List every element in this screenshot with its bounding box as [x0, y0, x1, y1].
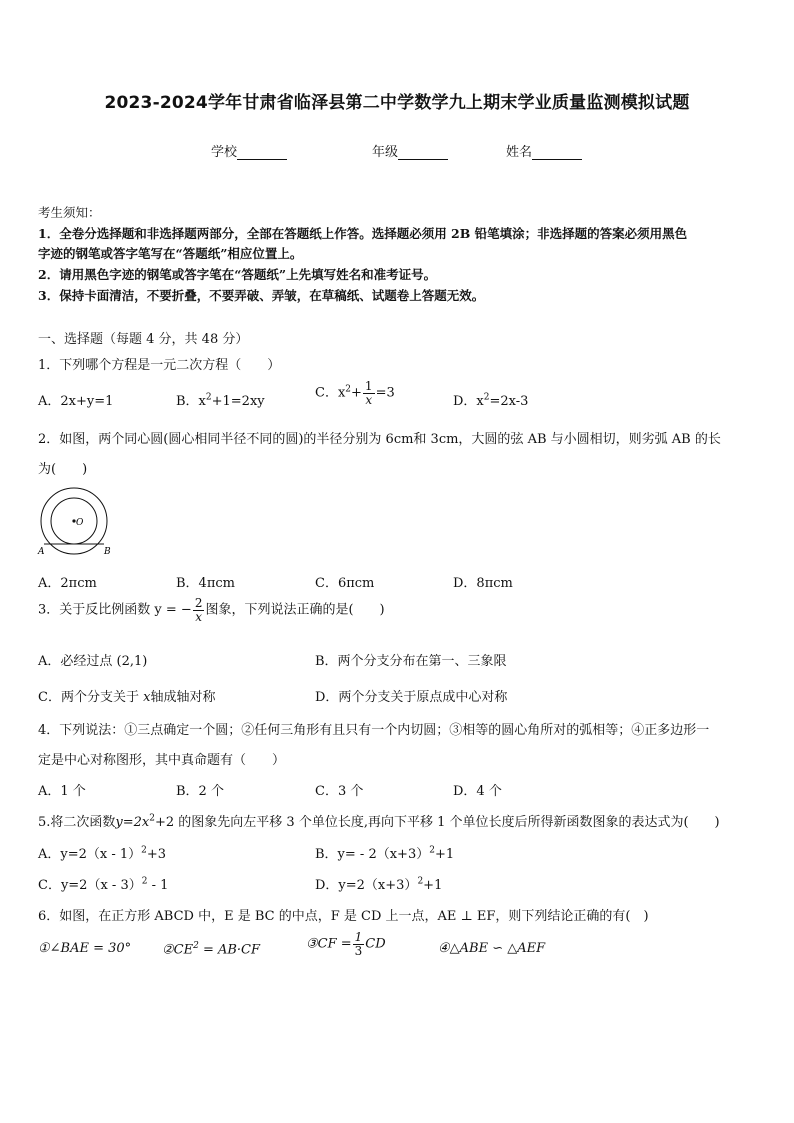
q4-option-b: B．2 个 [176, 784, 224, 799]
q3-stem [38, 597, 385, 623]
notice-line-1a: 1．全卷分选择题和非选择题两部分，全部在答题纸上作答。选择题必须用 2B 铅笔填涂；非选择题的答案必须用黑色 [38, 226, 688, 241]
notice-heading: 考生须知： [38, 205, 101, 220]
q6-o2-sup: 2 [193, 941, 199, 951]
q3-option-c [38, 686, 215, 705]
q5-d-sup: 2 [417, 876, 424, 887]
q1-c-plus: + [351, 385, 362, 401]
q5-b-sup: 2 [429, 845, 435, 856]
q1-stem: 1．下列哪个方程是一元二次方程（ ） [38, 358, 281, 373]
grade-blank [398, 146, 448, 160]
q1-option-b [176, 390, 265, 409]
q3-c-var: x [143, 690, 151, 705]
q2-option-d: D．8πcm [453, 576, 513, 591]
q6-option-3 [306, 931, 386, 957]
q6-stem: 6．如图，在正方形 ABCD 中，E 是 BC 的中点，F 是 CD 上一点，AE ⊥ EF，则下列结论正确的有( ) [38, 909, 649, 924]
q5-a-pre: A．y=2（x - 1） [38, 847, 142, 862]
q5-c-post: - 1 [147, 878, 169, 893]
q4-option-d: D．4 个 [453, 784, 502, 799]
q6-o3-pre: ③CF = [306, 936, 352, 952]
q3-stem-pre: 3．关于反比例函数 y = − [38, 602, 192, 618]
q5-d-pre: D．y=2（x+3） [315, 878, 418, 893]
q3-fraction [193, 597, 205, 623]
q2-concentric-circles-figure [34, 484, 118, 558]
q6-o3-fraction [353, 931, 365, 957]
name-label: 姓名 [506, 145, 533, 160]
q5-c-sup: 2 [141, 876, 148, 887]
q1-b-sup: 2 [205, 392, 212, 403]
q3-option-a: A．必经过点 (2,1) [38, 654, 148, 669]
school-label: 学校 [211, 145, 238, 160]
notice-line-1b: 字迹的钢笔或答字笔写在“答题纸”相应位置上。 [38, 246, 303, 261]
q1-c-den: x [365, 392, 373, 407]
q6-o3-den: 3 [354, 943, 363, 958]
q2-option-c: C．6πcm [315, 576, 375, 591]
q1-d-pre: D．x [453, 394, 484, 409]
q1-c-sup: 2 [345, 384, 352, 395]
q5-option-d [315, 874, 442, 893]
q1-b-post: +1=2xy [211, 394, 265, 409]
school-blank [237, 146, 287, 160]
q3-num: 2 [194, 596, 203, 610]
q6-o3-num: 1 [354, 930, 363, 944]
q2-stem-line-2: 为( ) [38, 462, 88, 477]
q5-c-pre: C．y=2（x - 3） [38, 878, 142, 893]
q5-option-c [38, 874, 168, 893]
q5-stem-fn: y=2x [115, 815, 150, 830]
q4-option-a: A．1 个 [38, 784, 86, 799]
name-field [506, 141, 582, 160]
notice-line-2: 2．请用黑色字迹的钢笔或答字笔在“答题纸”上先填写姓名和准考证号。 [38, 267, 437, 282]
q6-o2-post: = AB·CF [198, 942, 261, 958]
q6-option-4: ④△ABE ∽ △AEF [438, 941, 546, 956]
point-b-label: B [104, 547, 111, 557]
q5-b-post: +1 [434, 847, 455, 862]
q5-d-post: +1 [423, 878, 443, 893]
q3-option-b: B．两个分支分布在第一、三象限 [315, 654, 507, 669]
q2-option-b: B．4πcm [176, 576, 235, 591]
q3-option-d: D．两个分支关于原点成中心对称 [315, 690, 508, 705]
q4-option-c: C．3 个 [315, 784, 364, 799]
q5-a-sup: 2 [141, 845, 147, 856]
q6-o3-post: CD [365, 936, 386, 952]
q1-d-post: =2x-3 [489, 394, 529, 409]
q1-d-sup: 2 [483, 392, 490, 403]
point-a-label: A [38, 547, 45, 557]
section-heading: 一、选择题（每题 4 分，共 48 分） [38, 332, 249, 347]
q1-c-pre: C．x [315, 385, 346, 401]
q4-stem-line-2: 定是中心对称图形，其中真命题有（ ） [38, 753, 286, 768]
q5-stem-post: +2 的图象先向左平移 3 个单位长度,再向下平移 1 个单位长度后所得新函数图象的表达式为( ) [154, 815, 720, 830]
q6-o2-pre: ②CE [162, 942, 194, 958]
q3-c-pre: C．两个分支关于 [38, 690, 139, 705]
q2-stem-line-1: 2．如图，两个同心圆(圆心相同半径不同的圆)的半径分别为 6cm和 3cm，大圆的弦 AB 与小圆相切，则劣弧 AB 的长 [38, 432, 721, 447]
q5-a-post: +3 [146, 847, 167, 862]
school-field [211, 141, 287, 160]
q6-option-1: ①∠BAE = 30° [38, 941, 132, 956]
q5-b-pre: B．y= - 2（x+3） [315, 847, 430, 862]
q3-stem-post: 图象，下列说法正确的是( ) [205, 602, 385, 618]
q1-c-fraction [363, 380, 375, 406]
q4-stem-line-1: 4．下列说法：①三点确定一个圆；②任何三角形有且只有一个内切圆；③相等的圆心角所对的弧相等；④正多边形一 [38, 723, 710, 738]
q1-c-post: =3 [375, 385, 395, 401]
q5-stem-pre: 5.将二次函数 [38, 815, 116, 830]
q5-option-a [38, 843, 166, 862]
q5-option-b [315, 843, 454, 862]
grade-label: 年级 [372, 145, 399, 160]
q6-option-2 [162, 941, 260, 957]
q1-option-a: A．2x+y=1 [38, 394, 114, 409]
q1-c-num: 1 [364, 379, 373, 393]
name-blank [532, 146, 582, 160]
q1-option-c [315, 380, 395, 406]
q3-den: x [195, 609, 203, 624]
q5-stem [38, 811, 720, 830]
notice-line-3: 3．保持卡面清洁，不要折叠，不要弄破、弄皱，在草稿纸、试题卷上答题无效。 [38, 288, 485, 303]
q1-b-pre: B．x [176, 394, 206, 409]
grade-field [372, 141, 448, 160]
q2-option-a: A．2πcm [38, 576, 97, 591]
q1-option-d [453, 390, 528, 409]
center-label: O [76, 518, 84, 528]
page-title: 2023-2024学年甘肃省临泽县第二中学数学九上期末学业质量监测模拟试题 [104, 93, 690, 113]
q5-stem-sup: 2 [149, 813, 155, 824]
q3-c-post: 轴成轴对称 [150, 690, 216, 705]
